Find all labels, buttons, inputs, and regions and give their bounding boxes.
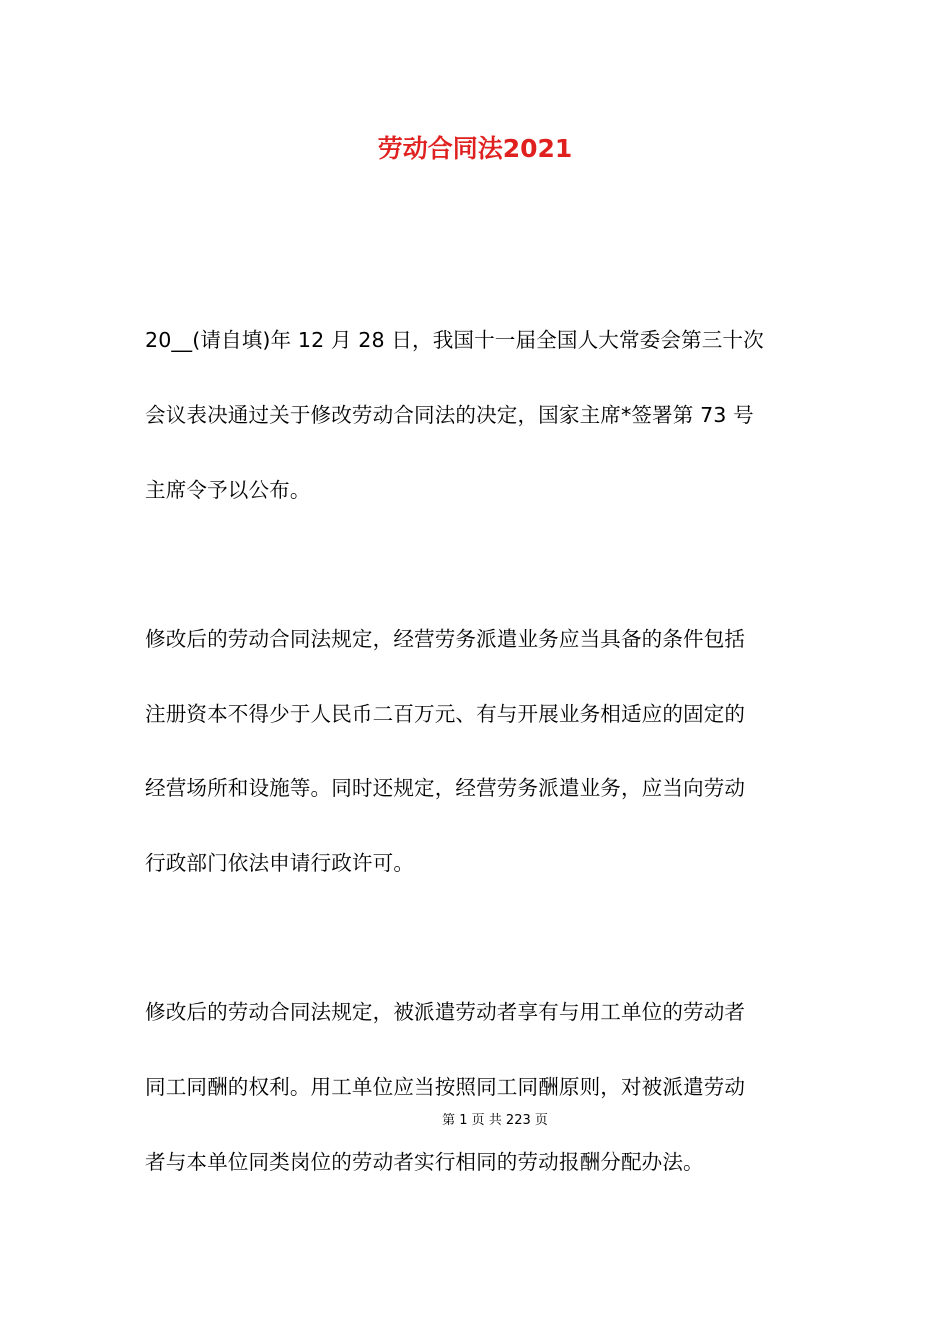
- paragraph-line: 者与本单位同类岗位的劳动者实行相同的劳动报酬分配办法。: [145, 1150, 704, 1174]
- paragraph-line: 注册资本不得少于人民币二百万元、有与开展业务相适应的固定的: [145, 702, 746, 726]
- paragraph-line: 20__(请自填)年 12 月 28 日，我国十一届全国人大常委会第三十次: [145, 328, 764, 352]
- paragraph-line: 主席令予以公布。: [145, 478, 311, 502]
- document-title: 劳动合同法2021: [377, 134, 573, 163]
- paragraph-line: 同工同酬的权利。用工单位应当按照同工同酬原则，对被派遣劳动: [145, 1075, 746, 1099]
- paragraph-line: 会议表决通过关于修改劳动合同法的决定，国家主席*签署第 73 号: [145, 403, 754, 427]
- paragraph-line: 修改后的劳动合同法规定，经营劳务派遣业务应当具备的条件包括: [145, 627, 746, 651]
- paragraph-line: 经营场所和设施等。同时还规定，经营劳务派遣业务，应当向劳动: [145, 776, 746, 800]
- page-number-footer: 第 1 页 共 223 页: [442, 1113, 548, 1128]
- paragraph-line: 修改后的劳动合同法规定，被派遣劳动者享有与用工单位的劳动者: [145, 1000, 746, 1024]
- paragraph-line: 行政部门依法申请行政许可。: [145, 851, 415, 875]
